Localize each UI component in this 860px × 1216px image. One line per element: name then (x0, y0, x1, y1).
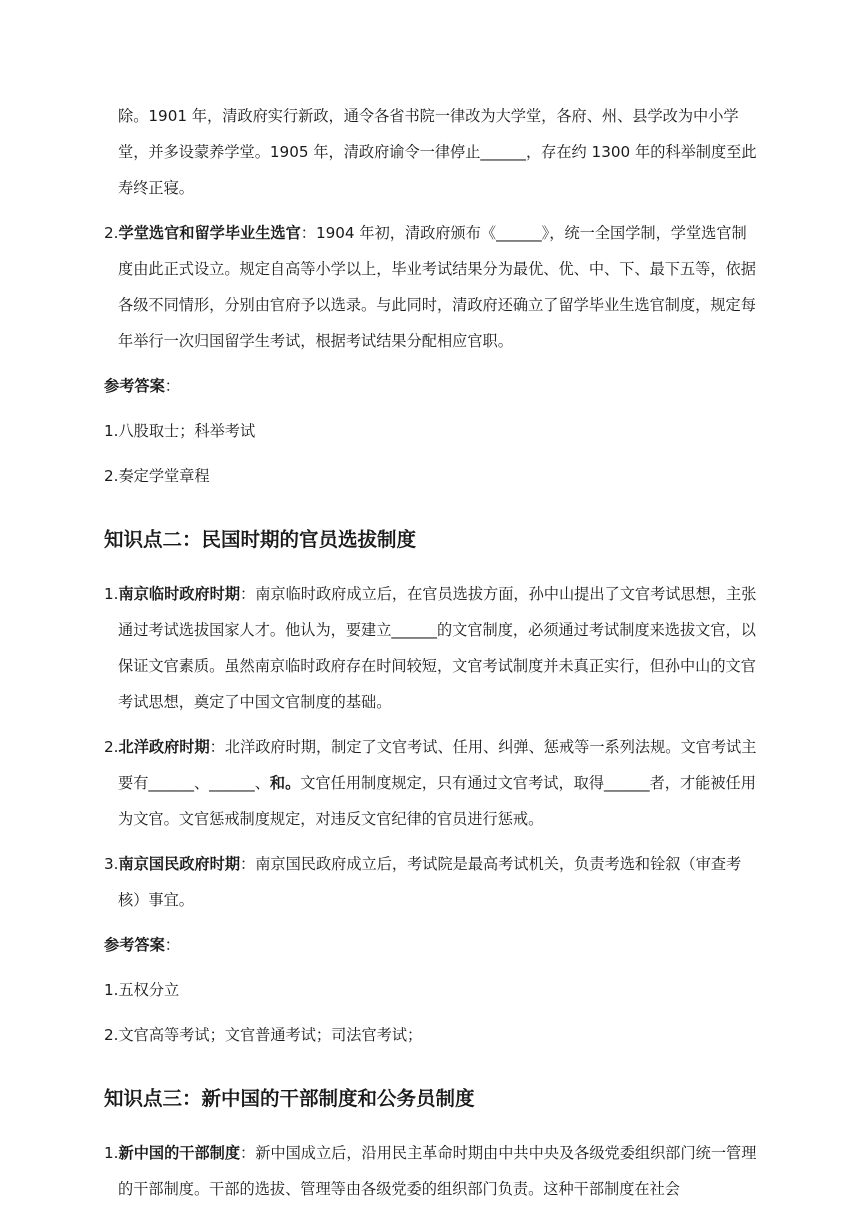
answer-line: 1.八股取士；科举考试 (104, 422, 256, 440)
section-heading: 知识点二：民国时期的官员选拔制度 (104, 528, 417, 551)
item-text: ：1904 年初，清政府颁布《______》，统一全国学制，学堂选官制度由此正式设立。规定自高等小学以上，毕业考试结果分为最优、优、中、下、最下五等，依据各级不同情形，分别由官府予以选录。与此同时，清政府还确立了留学毕业生选官制度，规定每年举行一次归国留学生考试，根据考试结果分配相应官职。 (118, 224, 756, 350)
answer-line: 2.奏定学堂章程 (104, 467, 210, 485)
list-item (104, 1135, 759, 1207)
item-title: 南京临时政府时期 (118, 585, 240, 603)
item-title: 北洋政府时期 (118, 738, 210, 756)
item-text: ：北洋政府时期，制定了文官考试、任用、纠弹、惩戒等一系列法规。文官考试主要有______、______、 (118, 738, 757, 792)
list-item (104, 215, 759, 359)
answer-label: 参考答案： (104, 936, 180, 954)
item-text: ：新中国成立后，沿用民主革命时期由中共中央及各级党委组织部门统一管理的干部制度。干部的选拔、管理等由各级党委的组织部门负责。这种干部制度在社会 (118, 1144, 757, 1198)
item-text: ：南京国民政府成立后，考试院是最高考试机关，负责考选和铨叙（审查考核）事宜。 (118, 855, 742, 909)
item-title: 南京国民政府时期 (118, 855, 240, 873)
item-text-bold: 和。 (269, 774, 301, 792)
item-text: ：南京临时政府成立后，在官员选拔方面，孙中山提出了文官考试思想，主张通过考试选拔国家人才。他认为，要建立______的文官制度，必须通过考试制度来选拔文官，以保证文官素质。虽然南京临时政府存在时间较短，文官考试制度并未真正实行，但孙中山的文官考试思想，奠定了中国文官制度的基础。 (118, 585, 757, 711)
continuation-text: 除。1901 年，清政府实行新政，通令各省书院一律改为大学堂，各府、州、县学改为中小学堂，并多设蒙养学堂。1905 年，清政府谕令一律停止______，存在约 1300 年的科举制度至此寿终正寝。 (118, 107, 757, 197)
list-item (104, 576, 759, 720)
list-item (104, 729, 759, 837)
item-title: 新中国的干部制度 (118, 1144, 240, 1162)
item-title: 学堂选官和留学毕业生选官 (118, 224, 301, 242)
answer-label: 参考答案： (104, 377, 180, 395)
item-number: 2. (104, 738, 119, 756)
paragraph-continuation (104, 98, 759, 206)
item-number: 1. (104, 1144, 119, 1162)
item-number: 2. (104, 224, 119, 242)
answer-line: 2.文官高等考试；文官普通考试；司法官考试； (104, 1026, 423, 1044)
item-text: 文官任用制度规定，只有通过文官考试，取得______者，才能被任用为文官。文官惩戒制度规定，对违反文官纪律的官员进行惩戒。 (118, 774, 756, 828)
section-heading: 知识点三：新中国的干部制度和公务员制度 (104, 1087, 475, 1110)
item-number: 3. (104, 855, 119, 873)
list-item (104, 846, 759, 918)
answer-line: 1.五权分立 (104, 981, 180, 999)
item-number: 1. (104, 585, 119, 603)
document-page (104, 98, 759, 1216)
